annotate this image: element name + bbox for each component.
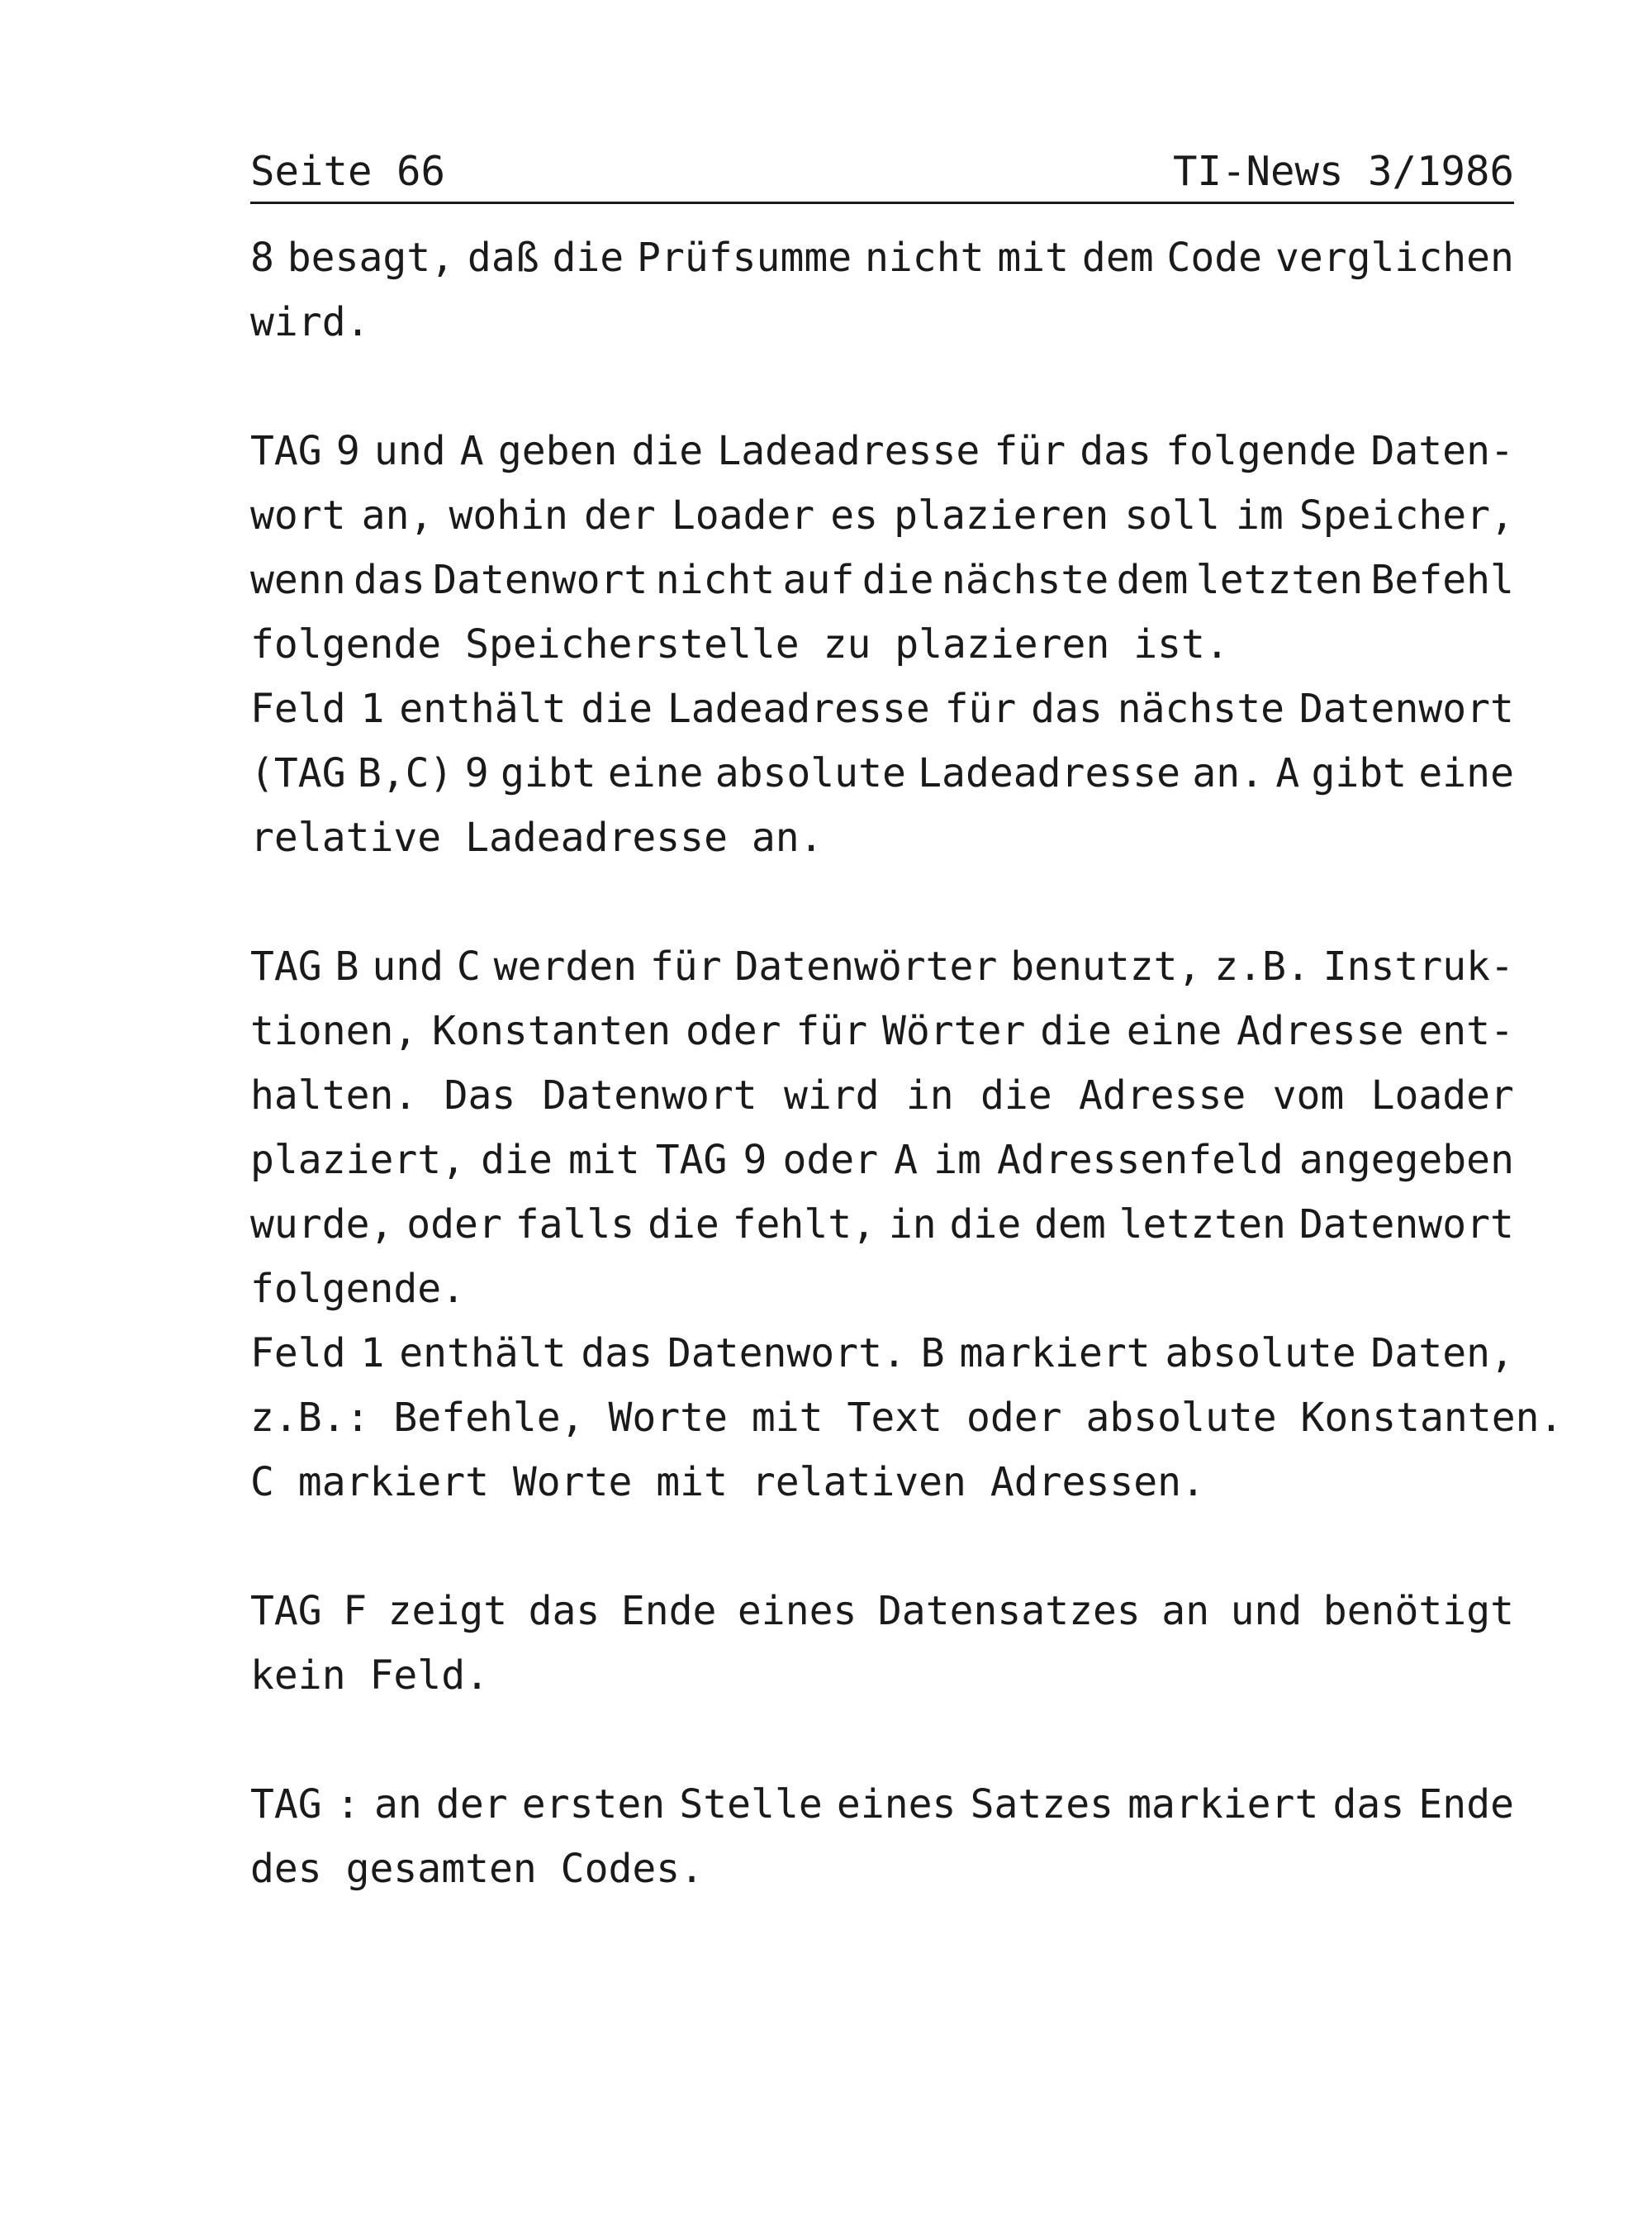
word: an. bbox=[1192, 750, 1265, 796]
word: TAG bbox=[250, 1588, 322, 1634]
word: eines bbox=[836, 1781, 957, 1828]
word: an bbox=[373, 1781, 422, 1828]
text-line: relative Ladeadresse an. bbox=[250, 815, 824, 861]
word: und bbox=[1230, 1588, 1303, 1634]
word: für bbox=[649, 944, 722, 990]
word: die bbox=[980, 1072, 1052, 1119]
word: wort bbox=[250, 492, 346, 539]
paragraph-gap bbox=[250, 1708, 1514, 1772]
text-line bbox=[250, 1063, 1514, 1128]
word: für bbox=[944, 686, 1017, 732]
word: Ende bbox=[1418, 1781, 1514, 1828]
word: werden bbox=[493, 944, 638, 990]
word: dem bbox=[1081, 235, 1154, 281]
text-line: C markiert Worte mit relativen Adressen. bbox=[250, 1459, 1205, 1505]
word: Ladeadresse bbox=[717, 428, 980, 474]
word: Datenwörter bbox=[734, 944, 998, 990]
word: ent- bbox=[1418, 1008, 1514, 1054]
word: mit bbox=[567, 1137, 640, 1183]
word: Das bbox=[444, 1072, 516, 1119]
word: im bbox=[933, 1137, 981, 1183]
word: enthält bbox=[399, 1330, 567, 1376]
word: soll bbox=[1124, 492, 1220, 539]
word: nächste bbox=[1117, 686, 1284, 732]
word: fehlt, bbox=[732, 1201, 876, 1248]
word: es bbox=[830, 492, 879, 539]
word: A bbox=[894, 1137, 919, 1183]
word: wird bbox=[783, 1072, 880, 1119]
text-line bbox=[250, 677, 1514, 741]
word: Daten, bbox=[1370, 1330, 1514, 1376]
header-rule bbox=[250, 202, 1514, 204]
word: folgende bbox=[1165, 428, 1357, 474]
text-line bbox=[250, 548, 1514, 612]
word: Datenwort bbox=[433, 557, 648, 603]
word: 1 bbox=[360, 1330, 385, 1376]
publication-label: TI-News 3/1986 bbox=[1172, 148, 1514, 195]
word: F bbox=[343, 1588, 368, 1634]
word: zeigt bbox=[387, 1588, 508, 1634]
word: und bbox=[373, 428, 446, 474]
word: Satzes bbox=[970, 1781, 1113, 1828]
word: plaziert, bbox=[250, 1137, 466, 1183]
word: in bbox=[905, 1072, 954, 1119]
word: A bbox=[459, 428, 484, 474]
word: angegeben bbox=[1298, 1137, 1514, 1183]
word: absolute bbox=[1165, 1330, 1356, 1376]
word: an, bbox=[361, 492, 434, 539]
word: B bbox=[335, 944, 359, 990]
word: für bbox=[994, 428, 1066, 474]
word: 1 bbox=[360, 686, 385, 732]
word: Ende bbox=[620, 1588, 717, 1634]
word: oder bbox=[406, 1201, 502, 1248]
word: 9 bbox=[743, 1137, 767, 1183]
word: oder bbox=[782, 1137, 879, 1183]
word: B bbox=[920, 1330, 945, 1376]
word: die bbox=[648, 1201, 719, 1248]
word: Speicher, bbox=[1298, 492, 1514, 539]
word: vom bbox=[1272, 1072, 1345, 1119]
word: letzten bbox=[1118, 1201, 1286, 1248]
text-line bbox=[250, 1579, 1514, 1643]
word: das bbox=[1080, 428, 1151, 474]
word: Ladeadresse bbox=[918, 750, 1181, 796]
word: (TAG bbox=[250, 750, 346, 796]
word: A bbox=[1275, 750, 1300, 796]
word: eine bbox=[1126, 1008, 1222, 1054]
word: benutzt, bbox=[1010, 944, 1202, 990]
word: der bbox=[435, 1781, 508, 1828]
word: Code bbox=[1166, 235, 1263, 281]
word: : bbox=[335, 1781, 360, 1828]
text-line: z.B.: Befehle, Worte mit Text oder absolute Konstanten. bbox=[250, 1395, 1564, 1441]
word: Feld bbox=[250, 1330, 346, 1376]
word: Stelle bbox=[679, 1781, 823, 1828]
word: tionen, bbox=[250, 1008, 418, 1054]
word: und bbox=[372, 944, 444, 990]
paragraph-gap bbox=[250, 354, 1514, 419]
word: verglichen bbox=[1275, 235, 1514, 281]
word: eine bbox=[607, 750, 704, 796]
page-header bbox=[250, 147, 1514, 200]
word: letzten bbox=[1195, 557, 1364, 603]
text-line bbox=[250, 934, 1514, 999]
word: nächste bbox=[941, 557, 1109, 603]
document-page bbox=[250, 147, 1564, 2130]
word: die bbox=[1040, 1008, 1112, 1054]
word: markiert bbox=[1127, 1781, 1319, 1828]
word: Ladeadresse bbox=[667, 686, 930, 732]
word: oder bbox=[685, 1008, 781, 1054]
word: wenn bbox=[250, 557, 346, 603]
text-line: des gesamten Codes. bbox=[250, 1846, 705, 1892]
word: Datenwort bbox=[542, 1072, 757, 1119]
word: das bbox=[581, 1330, 653, 1376]
word: das bbox=[354, 557, 425, 603]
text-line bbox=[250, 1772, 1514, 1837]
word: Adressenfeld bbox=[997, 1137, 1284, 1183]
text-line: folgende. bbox=[250, 1266, 466, 1312]
word: die bbox=[631, 428, 704, 474]
word: für bbox=[795, 1008, 868, 1054]
word: die bbox=[552, 235, 624, 281]
word: TAG bbox=[250, 428, 322, 474]
word: die bbox=[481, 1137, 553, 1183]
paragraph-gap bbox=[250, 870, 1514, 934]
word: 9 bbox=[335, 428, 360, 474]
word: C bbox=[456, 944, 481, 990]
word: Datensatzes bbox=[877, 1588, 1141, 1634]
text-line bbox=[250, 999, 1514, 1063]
word: absolute bbox=[714, 750, 906, 796]
word: z.B. bbox=[1214, 944, 1310, 990]
document-body bbox=[250, 226, 1564, 1901]
word: der bbox=[584, 492, 656, 539]
word: halten. bbox=[250, 1072, 418, 1119]
word: in bbox=[888, 1201, 937, 1248]
text-line bbox=[250, 741, 1514, 806]
word: das bbox=[1332, 1781, 1405, 1828]
word: wohin bbox=[449, 492, 568, 539]
word: die bbox=[862, 557, 934, 603]
word: Feld bbox=[250, 686, 346, 732]
word: markiert bbox=[959, 1330, 1151, 1376]
word: Datenwort bbox=[1298, 686, 1514, 732]
text-line: folgende Speicherstelle zu plazieren ist. bbox=[250, 621, 1229, 668]
word: die bbox=[581, 686, 653, 732]
word: dem bbox=[1034, 1201, 1106, 1248]
text-line bbox=[250, 419, 1514, 483]
word: auf bbox=[782, 557, 855, 603]
word: geben bbox=[497, 428, 618, 474]
word: TAG bbox=[250, 1781, 322, 1828]
word: besagt, bbox=[287, 235, 455, 281]
text-line bbox=[250, 483, 1514, 548]
word: dem bbox=[1116, 557, 1189, 603]
word: Adresse bbox=[1078, 1072, 1246, 1119]
word: enthält bbox=[399, 686, 567, 732]
word: Datenwort bbox=[1298, 1201, 1514, 1248]
word: nicht bbox=[865, 235, 985, 281]
text-line: wird. bbox=[250, 299, 370, 345]
word: Instruk- bbox=[1322, 944, 1514, 990]
text-line bbox=[250, 226, 1514, 290]
word: eines bbox=[737, 1588, 857, 1634]
word: 9 bbox=[464, 750, 489, 796]
word: TAG bbox=[250, 944, 322, 990]
word: das bbox=[1031, 686, 1103, 732]
word: eine bbox=[1418, 750, 1514, 796]
word: mit bbox=[997, 235, 1070, 281]
page-number-label: Seite 66 bbox=[250, 148, 446, 195]
word: Datenwort. bbox=[667, 1330, 906, 1376]
word: die bbox=[949, 1201, 1022, 1248]
word: benötigt bbox=[1322, 1588, 1514, 1634]
word: B,C) bbox=[357, 750, 453, 796]
word: 8 bbox=[250, 235, 274, 281]
text-line: kein Feld. bbox=[250, 1652, 489, 1699]
word: daß bbox=[467, 235, 539, 281]
word: Befehl bbox=[1370, 557, 1514, 603]
word: TAG bbox=[655, 1137, 728, 1183]
word: gibt bbox=[1311, 750, 1408, 796]
word: Daten- bbox=[1370, 428, 1514, 474]
word: wurde, bbox=[250, 1201, 394, 1248]
word: Prüfsumme bbox=[637, 235, 852, 281]
word: Loader bbox=[1370, 1072, 1514, 1119]
word: Adresse bbox=[1237, 1008, 1404, 1054]
text-line bbox=[250, 1321, 1514, 1386]
word: Wörter bbox=[881, 1008, 1026, 1054]
word: falls bbox=[515, 1201, 635, 1248]
word: gibt bbox=[500, 750, 596, 796]
word: Loader bbox=[671, 492, 815, 539]
text-line bbox=[250, 1128, 1514, 1192]
word: das bbox=[528, 1588, 601, 1634]
word: Konstanten bbox=[432, 1008, 672, 1054]
word: ersten bbox=[521, 1781, 666, 1828]
word: nicht bbox=[655, 557, 776, 603]
word: plazieren bbox=[894, 492, 1109, 539]
text-line bbox=[250, 1192, 1514, 1257]
word: im bbox=[1236, 492, 1284, 539]
word: an bbox=[1161, 1588, 1210, 1634]
paragraph-gap bbox=[250, 1514, 1514, 1579]
